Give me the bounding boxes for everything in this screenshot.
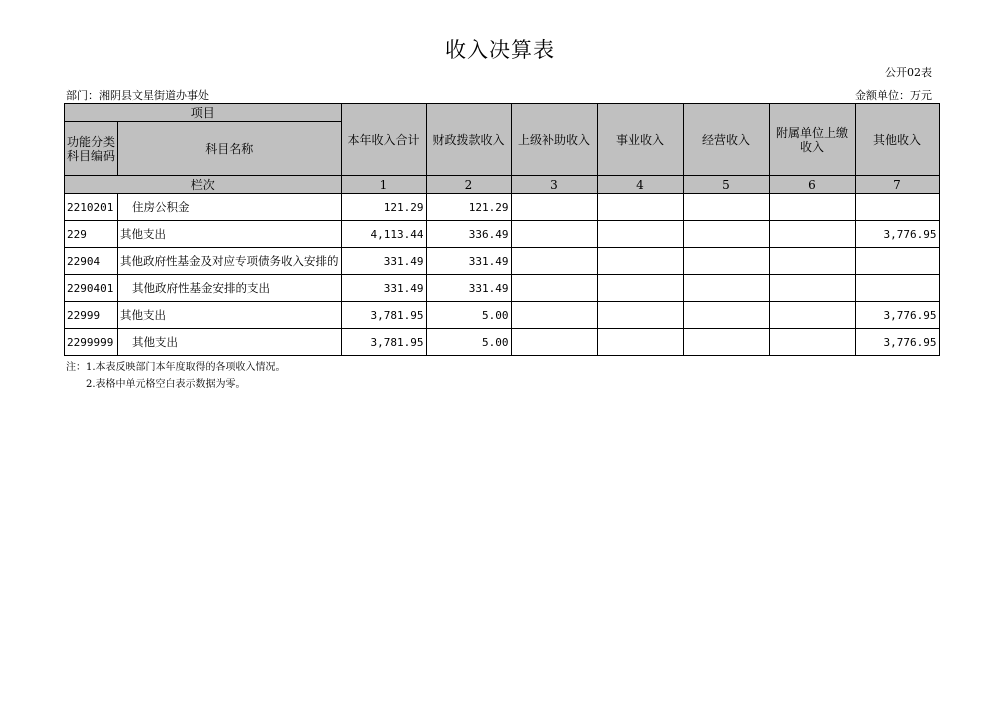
header-business: 事业收入 bbox=[597, 104, 683, 176]
header-project: 项目 bbox=[65, 104, 342, 122]
cell-operating bbox=[683, 248, 769, 275]
table-row bbox=[65, 275, 940, 302]
row-name: 其他支出 bbox=[118, 221, 342, 248]
col-number: 6 bbox=[769, 176, 855, 194]
footnotes bbox=[66, 359, 286, 393]
row-code: 2290401 bbox=[65, 275, 118, 302]
cell-business bbox=[597, 329, 683, 356]
col-number: 4 bbox=[597, 176, 683, 194]
cell-total: 331.49 bbox=[341, 248, 426, 275]
header-upper: 上级补助收入 bbox=[511, 104, 597, 176]
row-name: 住房公积金 bbox=[118, 194, 342, 221]
cell-affiliate bbox=[769, 275, 855, 302]
table-row bbox=[65, 221, 940, 248]
row-name: 其他支出 bbox=[118, 329, 342, 356]
footnote-2: 2.表格中单元格空白表示数据为零。 bbox=[86, 379, 246, 390]
cell-operating bbox=[683, 221, 769, 248]
cell-fiscal: 121.29 bbox=[426, 194, 511, 221]
header-total: 本年收入合计 bbox=[341, 104, 426, 176]
row-name: 其他政府性基金安排的支出 bbox=[118, 275, 342, 302]
row-code: 2299999 bbox=[65, 329, 118, 356]
cell-other bbox=[855, 248, 939, 275]
cell-affiliate bbox=[769, 194, 855, 221]
cell-upper bbox=[511, 275, 597, 302]
cell-fiscal: 336.49 bbox=[426, 221, 511, 248]
cell-total: 4,113.44 bbox=[341, 221, 426, 248]
cell-upper bbox=[511, 329, 597, 356]
cell-other bbox=[855, 275, 939, 302]
row-name: 其他支出 bbox=[118, 302, 342, 329]
header-operating: 经营收入 bbox=[683, 104, 769, 176]
cell-other: 3,776.95 bbox=[855, 329, 939, 356]
footnote-1: 注：1.本表反映部门本年度取得的各项收入情况。 bbox=[66, 362, 286, 373]
header-fiscal: 财政拨款收入 bbox=[426, 104, 511, 176]
cell-affiliate bbox=[769, 248, 855, 275]
department-label: 部门：湘阴县文星街道办事处 bbox=[66, 89, 209, 102]
cell-operating bbox=[683, 194, 769, 221]
table-row bbox=[65, 329, 940, 356]
cell-affiliate bbox=[769, 221, 855, 248]
row-code: 22999 bbox=[65, 302, 118, 329]
cell-upper bbox=[511, 248, 597, 275]
row-code: 22904 bbox=[65, 248, 118, 275]
cell-operating bbox=[683, 329, 769, 356]
cell-total: 3,781.95 bbox=[341, 329, 426, 356]
col-number: 1 bbox=[341, 176, 426, 194]
cell-business bbox=[597, 302, 683, 329]
row-code: 229 bbox=[65, 221, 118, 248]
amount-unit-label: 金额单位：万元 bbox=[855, 89, 932, 102]
table-row bbox=[65, 302, 940, 329]
cell-total: 3,781.95 bbox=[341, 302, 426, 329]
header-affiliate: 附属单位上缴收入 bbox=[769, 104, 855, 176]
form-code: 公开02表 bbox=[885, 66, 932, 79]
cell-affiliate bbox=[769, 302, 855, 329]
header-lanci: 栏次 bbox=[65, 176, 342, 194]
col-number: 2 bbox=[426, 176, 511, 194]
cell-fiscal: 5.00 bbox=[426, 302, 511, 329]
cell-business bbox=[597, 275, 683, 302]
header-func-code: 功能分类科目编码 bbox=[65, 122, 118, 176]
cell-other bbox=[855, 194, 939, 221]
table-row bbox=[65, 194, 940, 221]
cell-operating bbox=[683, 275, 769, 302]
table-row bbox=[65, 248, 940, 275]
cell-total: 121.29 bbox=[341, 194, 426, 221]
cell-business bbox=[597, 248, 683, 275]
page-title: 收入决算表 bbox=[445, 38, 555, 62]
header-other: 其他收入 bbox=[855, 104, 939, 176]
col-number: 7 bbox=[855, 176, 939, 194]
cell-business bbox=[597, 194, 683, 221]
row-name: 其他政府性基金及对应专项债务收入安排的 bbox=[118, 248, 342, 275]
cell-upper bbox=[511, 194, 597, 221]
cell-other: 3,776.95 bbox=[855, 302, 939, 329]
cell-fiscal: 5.00 bbox=[426, 329, 511, 356]
header-subject-name: 科目名称 bbox=[118, 122, 342, 176]
cell-other: 3,776.95 bbox=[855, 221, 939, 248]
cell-total: 331.49 bbox=[341, 275, 426, 302]
col-number: 3 bbox=[511, 176, 597, 194]
cell-fiscal: 331.49 bbox=[426, 248, 511, 275]
cell-affiliate bbox=[769, 329, 855, 356]
cell-business bbox=[597, 221, 683, 248]
col-number: 5 bbox=[683, 176, 769, 194]
cell-upper bbox=[511, 221, 597, 248]
income-table bbox=[64, 103, 940, 356]
cell-fiscal: 331.49 bbox=[426, 275, 511, 302]
row-code: 2210201 bbox=[65, 194, 118, 221]
cell-upper bbox=[511, 302, 597, 329]
cell-operating bbox=[683, 302, 769, 329]
